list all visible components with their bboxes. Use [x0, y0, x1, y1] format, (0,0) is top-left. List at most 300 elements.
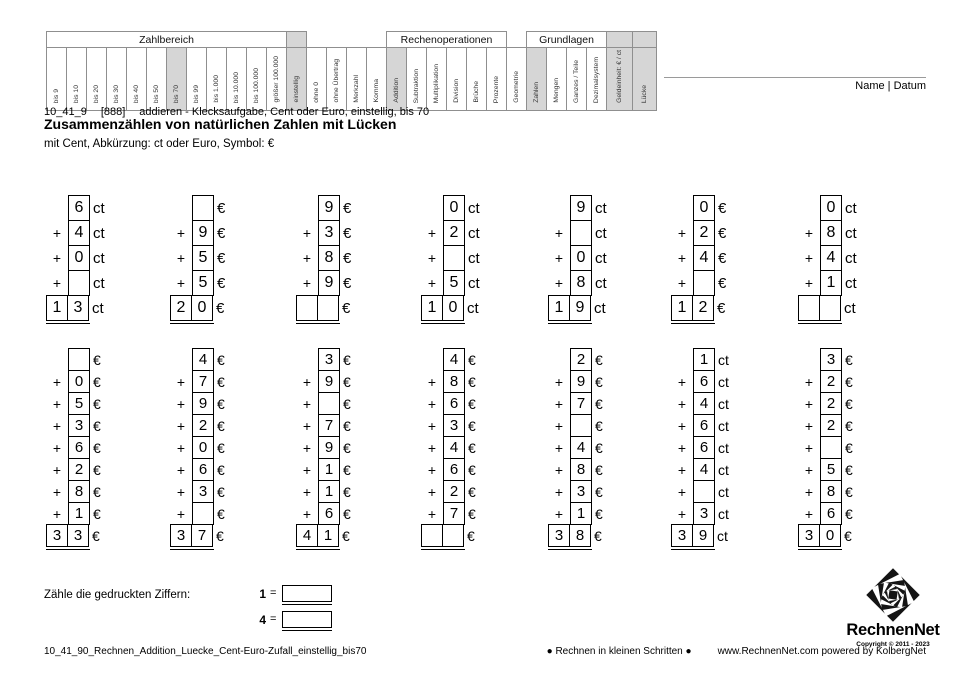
unit-label: € — [93, 395, 101, 412]
plus-sign: + — [52, 275, 62, 291]
sum-row — [170, 524, 225, 547]
addend-row — [421, 436, 476, 459]
plus-spacer — [798, 195, 820, 221]
unit-label: € — [468, 373, 476, 390]
sum-underline — [296, 549, 340, 550]
plus-sign: + — [804, 439, 814, 456]
addend-row — [548, 370, 603, 393]
sum-blank-box — [819, 295, 841, 321]
unit-label: € — [217, 199, 226, 217]
sum-blank-box — [798, 295, 820, 321]
unit-label: € — [845, 373, 853, 390]
plus-sign: + — [52, 250, 62, 266]
unit-label: € — [845, 395, 853, 412]
unit-label: ct — [467, 299, 479, 317]
digit-box: 2 — [443, 220, 465, 246]
addend-row — [296, 480, 351, 503]
plus-sign: + — [302, 275, 312, 291]
unit-label: € — [217, 483, 225, 500]
plus-sign: + — [554, 395, 564, 412]
digit-box: 0 — [693, 195, 715, 221]
addend-row — [798, 502, 853, 525]
unit-label: € — [845, 351, 853, 368]
plus-sign: + — [52, 483, 62, 500]
addend-row — [798, 220, 857, 246]
addition-problem — [170, 348, 225, 550]
worksheet-subtitle: mit Cent, Abkürzung: ct oder Euro, Symbol: € — [44, 138, 275, 150]
sum-digit-box: 3 — [170, 524, 192, 547]
sum-row — [46, 295, 105, 321]
unit-label: ct — [844, 299, 856, 317]
group-header: Zahlbereich — [47, 32, 287, 48]
plus-sign: + — [427, 275, 437, 291]
category-cell — [247, 48, 267, 111]
plus-spacer — [548, 348, 570, 371]
addend-row — [170, 370, 225, 393]
category-label: Geldeinheit: € / ct — [615, 50, 623, 103]
sum-underline — [671, 549, 715, 550]
unit-label: ct — [595, 274, 607, 292]
digit-box: 3 — [443, 414, 465, 437]
plus-sign: + — [176, 483, 186, 500]
digit-box: 8 — [570, 270, 592, 296]
digit-box: 6 — [443, 458, 465, 481]
worksheet-code: [888] — [100, 106, 126, 118]
sum-underline — [421, 549, 465, 550]
addition-problem — [671, 348, 729, 550]
category-label: Brüche — [472, 81, 480, 103]
plus-sign: + — [302, 250, 312, 266]
plus-sign: + — [804, 225, 814, 241]
addend-row — [671, 392, 729, 415]
unit-label: € — [468, 351, 476, 368]
plus-spacer — [671, 195, 693, 221]
category-label: bis 40 — [132, 84, 140, 103]
category-cell — [107, 48, 127, 111]
category-label: einstellig — [292, 76, 300, 103]
unit-label: € — [216, 527, 224, 544]
unit-label: € — [468, 483, 476, 500]
addend-row — [421, 195, 480, 221]
addend-row — [46, 220, 105, 246]
plus-sign: + — [302, 483, 312, 500]
category-cell — [507, 48, 527, 111]
sum-underline — [798, 323, 842, 324]
blank-digit-box — [693, 270, 715, 296]
unit-label: ct — [845, 249, 857, 267]
plus-spacer — [671, 348, 693, 371]
addition-problem — [170, 195, 225, 324]
sum-underline — [548, 549, 592, 550]
addend-row — [798, 436, 853, 459]
digit-box: 0 — [68, 370, 90, 393]
plus-sign: + — [554, 373, 564, 390]
addend-row — [671, 220, 726, 246]
digit-box: 6 — [820, 502, 842, 525]
addition-problem — [421, 195, 480, 324]
addition-problem — [421, 348, 476, 550]
plus-spacer — [170, 348, 192, 371]
sum-row — [296, 524, 351, 547]
digit-box: 2 — [192, 414, 214, 437]
plus-sign: + — [677, 439, 687, 456]
unit-label: ct — [595, 199, 607, 217]
category-cell — [347, 48, 367, 111]
addend-row — [421, 458, 476, 481]
addend-row — [671, 458, 729, 481]
category-cell — [187, 48, 207, 111]
category-label: Subtraktion — [412, 68, 420, 103]
plus-sign: + — [302, 373, 312, 390]
digit-box: 9 — [570, 370, 592, 393]
unit-label: € — [845, 483, 853, 500]
group-header-spacer — [633, 32, 657, 48]
plus-sign: + — [554, 225, 564, 241]
sum-digit-box: 4 — [296, 524, 318, 547]
category-cell — [127, 48, 147, 111]
unit-label: € — [217, 373, 225, 390]
plus-sign: + — [52, 373, 62, 390]
addition-problem — [671, 195, 726, 324]
plus-sign: + — [554, 417, 564, 434]
addition-problem — [548, 195, 607, 324]
addend-row — [671, 370, 729, 393]
addend-row — [46, 195, 105, 221]
category-label: Lücke — [640, 84, 648, 103]
plus-sign: + — [427, 225, 437, 241]
sum-digit-box: 1 — [421, 295, 443, 321]
sum-digit-box: 8 — [569, 524, 591, 547]
unit-label: ct — [718, 461, 729, 478]
category-cell — [447, 48, 467, 111]
sum-digit-box: 1 — [46, 295, 68, 321]
category-cell — [587, 48, 607, 111]
unit-label: € — [217, 395, 225, 412]
sum-digit-box: 7 — [191, 524, 213, 547]
sum-underline — [548, 323, 592, 324]
plus-sign: + — [52, 439, 62, 456]
plus-spacer — [46, 348, 68, 371]
digit-box: 6 — [693, 370, 715, 393]
digit-box: 5 — [820, 458, 842, 481]
plus-sign: + — [176, 439, 186, 456]
category-label: bis 1.000 — [212, 75, 220, 103]
addend-row — [548, 414, 603, 437]
unit-label: ct — [92, 299, 104, 317]
unit-label: € — [217, 224, 226, 242]
sum-row — [421, 295, 480, 321]
count-answer — [282, 585, 332, 605]
addend-row — [798, 414, 853, 437]
unit-label: € — [595, 417, 603, 434]
addend-row — [798, 480, 853, 503]
addend-row — [548, 195, 607, 221]
sum-digit-box: 2 — [170, 295, 192, 321]
addend-row — [421, 245, 480, 271]
plus-sign: + — [176, 225, 186, 241]
blank-digit-box — [820, 436, 842, 459]
count-digit: 1 — [259, 587, 266, 601]
unit-label: € — [342, 527, 350, 544]
addend-row — [421, 502, 476, 525]
sum-underline — [671, 323, 715, 324]
digit-box: 4 — [192, 348, 214, 371]
sum-digit-box: 0 — [442, 295, 464, 321]
unit-label: ct — [468, 274, 480, 292]
unit-label: € — [217, 505, 225, 522]
addend-row — [296, 270, 351, 296]
unit-label: € — [217, 461, 225, 478]
digit-box: 4 — [693, 392, 715, 415]
plus-spacer — [296, 348, 318, 371]
sum-row — [798, 295, 857, 321]
blank-digit-box — [192, 502, 214, 525]
addition-problem — [548, 348, 603, 550]
plus-sign: + — [677, 461, 687, 478]
answer-underline — [282, 630, 332, 631]
digit-box: 4 — [693, 245, 715, 271]
addend-row — [170, 502, 225, 525]
unit-label: € — [845, 439, 853, 456]
plus-spacer — [548, 195, 570, 221]
digit-box: 6 — [318, 502, 340, 525]
worksheet-title: Zusammenzählen von natürlichen Zahlen mit Lücken — [44, 116, 397, 132]
category-label: Prozente — [492, 75, 500, 103]
digit-box: 8 — [570, 458, 592, 481]
group-header-spacer — [367, 32, 387, 48]
addend-row — [46, 270, 105, 296]
addend-row — [421, 392, 476, 415]
addend-row — [671, 195, 726, 221]
digit-box: 7 — [443, 502, 465, 525]
plus-sign: + — [804, 275, 814, 291]
unit-label: € — [718, 249, 727, 267]
unit-label: ct — [718, 505, 729, 522]
addend-row — [548, 392, 603, 415]
footer-filename: 10_41_90_Rechnen_Addition_Luecke_Cent-Euro-Zufall_einstellig_bis70 — [44, 646, 367, 657]
unit-label: € — [343, 439, 351, 456]
category-label: Multiplikation — [432, 63, 440, 103]
count-task-label: Zähle die gedruckten Ziffern: — [44, 589, 191, 601]
addend-row — [170, 436, 225, 459]
addend-row — [296, 392, 351, 415]
category-label: Merkzahl — [352, 75, 360, 103]
addend-row — [548, 220, 607, 246]
digit-box: 3 — [820, 348, 842, 371]
sum-underline — [170, 549, 214, 550]
category-label: Addition — [392, 78, 400, 103]
addend-row — [671, 414, 729, 437]
addition-problem — [46, 348, 101, 550]
plus-sign: + — [427, 417, 437, 434]
count-answer-box — [282, 585, 332, 602]
addend-row — [421, 480, 476, 503]
unit-label: € — [595, 439, 603, 456]
sum-row — [296, 295, 351, 321]
addend-row — [798, 458, 853, 481]
digit-box: 8 — [820, 220, 842, 246]
unit-label: € — [468, 395, 476, 412]
unit-label: € — [718, 199, 727, 217]
category-label: Komma — [372, 79, 380, 103]
plus-sign: + — [427, 395, 437, 412]
addend-row — [296, 436, 351, 459]
addend-row — [296, 370, 351, 393]
addition-problem — [798, 195, 857, 324]
unit-label: € — [594, 527, 602, 544]
digit-box: 0 — [68, 245, 90, 271]
equals-sign: = — [270, 587, 277, 599]
unit-label: € — [343, 505, 351, 522]
plus-sign: + — [677, 395, 687, 412]
sum-digit-box: 2 — [692, 295, 714, 321]
blank-digit-box — [192, 195, 214, 221]
unit-label: ct — [468, 199, 480, 217]
name-date-label: Name | Datum — [855, 80, 926, 92]
unit-label: ct — [468, 224, 480, 242]
plus-sign: + — [427, 250, 437, 266]
plus-sign: + — [554, 461, 564, 478]
plus-sign: + — [554, 250, 564, 266]
digit-box: 4 — [570, 436, 592, 459]
plus-spacer — [296, 195, 318, 221]
digit-box: 1 — [318, 458, 340, 481]
category-label: bis 70 — [172, 84, 180, 103]
digit-box: 4 — [443, 436, 465, 459]
category-label: bis 30 — [112, 84, 120, 103]
digit-box: 9 — [318, 195, 340, 221]
addend-row — [296, 245, 351, 271]
unit-label: € — [845, 461, 853, 478]
digit-box: 8 — [318, 245, 340, 271]
blank-digit-box — [68, 270, 90, 296]
category-label: bis 10 — [72, 84, 80, 103]
addend-row — [421, 370, 476, 393]
sum-digit-box: 3 — [46, 524, 68, 547]
addend-row — [170, 480, 225, 503]
digit-box: 2 — [820, 414, 842, 437]
unit-label: € — [718, 224, 727, 242]
addend-row — [46, 458, 101, 481]
footer-right — [547, 646, 926, 657]
unit-label: € — [595, 373, 603, 390]
digit-box: 5 — [192, 245, 214, 271]
unit-label: ct — [718, 439, 729, 456]
worksheet-id: 10_41_9 — [44, 106, 87, 118]
plus-sign: + — [176, 461, 186, 478]
category-label: Ganzes / Teile — [572, 59, 580, 103]
addend-row — [46, 370, 101, 393]
category-cell — [47, 48, 67, 111]
unit-label: € — [343, 274, 352, 292]
plus-spacer — [46, 195, 68, 221]
category-label: ohne Übertrag — [332, 59, 340, 103]
plus-sign: + — [176, 395, 186, 412]
blank-digit-box — [68, 348, 90, 371]
plus-sign: + — [804, 250, 814, 266]
category-cell — [227, 48, 247, 111]
digit-box: 1 — [693, 348, 715, 371]
plus-sign: + — [176, 505, 186, 522]
sum-digit-box: 0 — [191, 295, 213, 321]
digit-box: 7 — [192, 370, 214, 393]
category-cell — [467, 48, 487, 111]
unit-label: € — [718, 274, 727, 292]
addend-row — [170, 348, 225, 371]
plus-spacer — [421, 348, 443, 371]
plus-sign: + — [302, 505, 312, 522]
plus-sign: + — [677, 250, 687, 266]
unit-label: € — [717, 299, 726, 317]
unit-label: € — [343, 373, 351, 390]
digit-box: 9 — [318, 436, 340, 459]
sum-row — [548, 524, 603, 547]
digit-box: 4 — [443, 348, 465, 371]
addition-problem — [296, 195, 351, 324]
footer-slogan: ● Rechnen in kleinen Schritten ● — [546, 646, 692, 657]
plus-sign: + — [302, 439, 312, 456]
unit-label: € — [844, 527, 852, 544]
unit-label: ct — [718, 373, 729, 390]
addend-row — [170, 220, 225, 246]
addend-row — [548, 458, 603, 481]
category-cell — [287, 48, 307, 111]
addend-row — [46, 414, 101, 437]
unit-label: € — [217, 439, 225, 456]
blank-digit-box — [318, 392, 340, 415]
unit-label: ct — [718, 417, 729, 434]
unit-label: € — [93, 373, 101, 390]
addend-row — [46, 480, 101, 503]
unit-label: € — [343, 461, 351, 478]
addend-row — [671, 348, 729, 371]
plus-sign: + — [427, 461, 437, 478]
sum-underline — [296, 323, 340, 324]
unit-label: € — [217, 417, 225, 434]
category-cell — [87, 48, 107, 111]
sum-row — [548, 295, 607, 321]
category-cell — [207, 48, 227, 111]
digit-box: 9 — [318, 270, 340, 296]
digit-box: 5 — [192, 270, 214, 296]
digit-box: 5 — [443, 270, 465, 296]
digit-box: 4 — [693, 458, 715, 481]
digit-box: 2 — [570, 348, 592, 371]
addend-row — [798, 392, 853, 415]
unit-label: ct — [595, 224, 607, 242]
addend-row — [421, 348, 476, 371]
unit-label: € — [93, 505, 101, 522]
blank-digit-box — [570, 414, 592, 437]
addend-row — [798, 245, 857, 271]
unit-label: € — [468, 505, 476, 522]
addend-row — [296, 414, 351, 437]
plus-sign: + — [677, 483, 687, 500]
digit-box: 9 — [192, 220, 214, 246]
unit-label: ct — [594, 299, 606, 317]
digit-box: 6 — [693, 436, 715, 459]
answer-underline — [282, 604, 332, 605]
unit-label: € — [468, 417, 476, 434]
addend-row — [421, 270, 480, 296]
count-answer-box — [282, 611, 332, 628]
unit-label: ct — [93, 199, 105, 217]
unit-label: ct — [718, 483, 729, 500]
worksheet-description: addieren - Klecksaufgabe, Cent oder Euro, einstellig, bis 70 — [139, 106, 430, 118]
digit-box: 1 — [68, 502, 90, 525]
unit-label: ct — [845, 199, 857, 217]
digit-box: 2 — [693, 220, 715, 246]
